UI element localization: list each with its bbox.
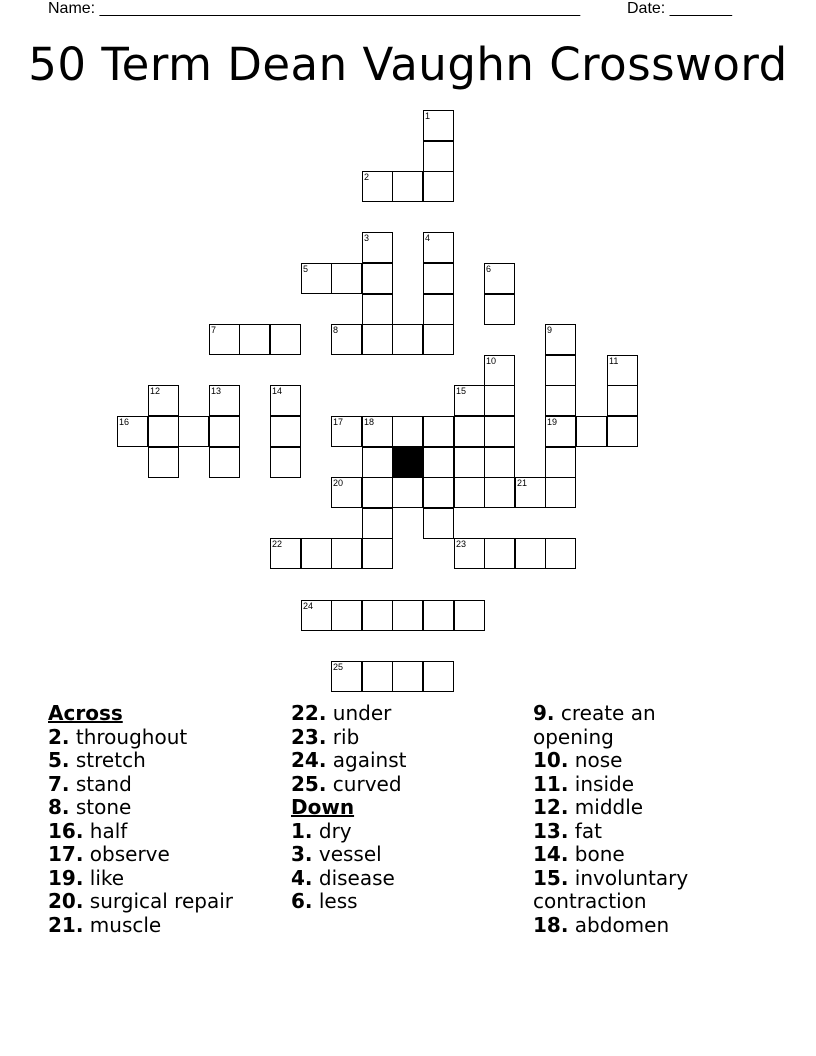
grid-cell[interactable] — [362, 508, 393, 539]
clue-number: 5 — [303, 264, 309, 274]
grid-cell[interactable] — [423, 263, 454, 294]
clue-number: 17 — [333, 417, 344, 427]
grid-cell[interactable] — [423, 232, 454, 263]
grid-cell[interactable] — [209, 385, 240, 416]
grid-cell[interactable] — [270, 416, 301, 447]
clue-number: 7 — [211, 325, 217, 335]
grid-cell[interactable] — [423, 324, 454, 355]
grid-cell[interactable] — [331, 661, 362, 692]
grid-cell[interactable] — [484, 538, 515, 569]
grid-cell[interactable] — [301, 600, 332, 631]
clue-number: 15 — [456, 386, 467, 396]
clue-across-7: 7. stand — [48, 771, 132, 796]
clue-number: 22 — [272, 539, 283, 549]
clue-number: 19 — [547, 417, 558, 427]
clue-across-21: 21. muscle — [48, 912, 162, 937]
grid-cell[interactable] — [270, 447, 301, 478]
clue-number: 12 — [150, 386, 161, 396]
grid-cell[interactable] — [270, 324, 301, 355]
grid-cell[interactable] — [362, 538, 393, 569]
grid-cell[interactable] — [423, 171, 454, 202]
grid-cell[interactable] — [362, 600, 393, 631]
grid-cell[interactable] — [362, 232, 393, 263]
grid-cell[interactable] — [301, 538, 332, 569]
grid-cell[interactable] — [545, 416, 576, 447]
clue-down-12: 12. middle — [533, 795, 644, 819]
grid-cell[interactable] — [545, 385, 576, 416]
grid-cell[interactable] — [454, 385, 485, 416]
clue-number: 16 — [119, 417, 130, 427]
grid-cell[interactable] — [607, 385, 638, 416]
clue-number: 24 — [303, 601, 314, 611]
clue-across-22: 22. under — [291, 701, 392, 725]
clue-number: 21 — [517, 478, 528, 488]
grid-cell[interactable] — [545, 477, 576, 508]
grid-cell[interactable] — [484, 263, 515, 294]
grid-cell[interactable] — [331, 477, 362, 508]
grid-cell[interactable] — [545, 355, 576, 386]
grid-cell[interactable] — [209, 324, 240, 355]
clue-number: 13 — [211, 386, 222, 396]
grid-cell[interactable] — [362, 294, 393, 325]
grid-cell[interactable] — [148, 385, 179, 416]
grid-cell[interactable] — [148, 416, 179, 447]
name-field-label: Name: ______________________________________________________ — [48, 0, 581, 17]
clue-down-13: 13. fat — [533, 818, 602, 843]
grid-cell[interactable] — [392, 324, 423, 355]
grid-cell[interactable] — [423, 416, 454, 447]
grid-cell[interactable] — [607, 355, 638, 386]
grid-cell[interactable] — [117, 416, 148, 447]
grid-cell[interactable] — [454, 477, 485, 508]
grid-cell[interactable] — [484, 447, 515, 478]
grid-cell[interactable] — [484, 416, 515, 447]
grid-cell[interactable] — [392, 661, 423, 692]
clues-column-2 — [291, 702, 407, 914]
grid-cell[interactable] — [331, 416, 362, 447]
clue-down-6: 6. less — [291, 889, 358, 913]
grid-cell[interactable] — [362, 416, 393, 447]
clue-number: 25 — [333, 662, 344, 672]
down-heading: Down — [291, 795, 355, 819]
grid-block-cell — [392, 447, 423, 478]
clue-down-15: 15. involuntary contraction — [533, 865, 689, 913]
date-field-label: Date: _______ — [627, 0, 732, 17]
clues-column-3 — [533, 702, 733, 937]
clue-down-3: 3. vessel — [291, 842, 382, 866]
clue-across-20: 20. surgical repair — [48, 889, 233, 913]
grid-cell[interactable] — [239, 324, 270, 355]
clue-down-4: 4. disease — [291, 865, 395, 890]
clue-number: 3 — [364, 233, 370, 243]
grid-cell[interactable] — [576, 416, 607, 447]
clue-number: 23 — [456, 539, 467, 549]
grid-cell[interactable] — [484, 355, 515, 386]
clue-number: 9 — [547, 325, 553, 335]
grid-cell[interactable] — [454, 538, 485, 569]
clue-down-9: 9. create an opening — [533, 701, 656, 749]
grid-cell[interactable] — [545, 324, 576, 355]
grid-cell[interactable] — [515, 477, 546, 508]
grid-cell[interactable] — [454, 447, 485, 478]
grid-cell[interactable] — [331, 324, 362, 355]
clue-number: 2 — [364, 172, 370, 182]
grid-cell[interactable] — [515, 538, 546, 569]
grid-cell[interactable] — [423, 600, 454, 631]
grid-cell[interactable] — [423, 294, 454, 325]
grid-cell[interactable] — [423, 508, 454, 539]
grid-cell[interactable] — [392, 600, 423, 631]
clue-across-2: 2. throughout — [48, 724, 188, 749]
clue-down-10: 10. nose — [533, 748, 623, 772]
grid-cell[interactable] — [362, 447, 393, 478]
clue-number: 18 — [364, 417, 375, 427]
grid-cell[interactable] — [362, 263, 393, 294]
clue-across-23: 23. rib — [291, 724, 360, 749]
clue-across-17: 17. observe — [48, 842, 170, 866]
clue-down-18: 18. abdomen — [533, 912, 670, 937]
grid-cell[interactable] — [423, 661, 454, 692]
clue-number: 11 — [609, 356, 619, 366]
clue-number: 8 — [333, 325, 339, 335]
clue-down-11: 11. inside — [533, 771, 635, 796]
grid-cell[interactable] — [331, 263, 362, 294]
clue-across-25: 25. curved — [291, 771, 402, 796]
clue-number: 10 — [486, 356, 497, 366]
grid-cell[interactable] — [148, 447, 179, 478]
grid-cell[interactable] — [362, 477, 393, 508]
clue-across-8: 8. stone — [48, 795, 132, 819]
clue-across-16: 16. half — [48, 818, 128, 843]
clue-across-24: 24. against — [291, 748, 407, 772]
grid-cell[interactable] — [423, 447, 454, 478]
clue-number: 1 — [425, 111, 431, 121]
across-heading: Across — [48, 701, 123, 725]
grid-cell[interactable] — [301, 263, 332, 294]
grid-cell[interactable] — [392, 416, 423, 447]
clue-across-5: 5. stretch — [48, 748, 146, 772]
grid-cell[interactable] — [270, 385, 301, 416]
clues-column-1 — [48, 702, 233, 937]
grid-cell[interactable] — [331, 538, 362, 569]
grid-cell[interactable] — [209, 416, 240, 447]
clue-across-19: 19. like — [48, 865, 125, 890]
grid-cell[interactable] — [423, 477, 454, 508]
grid-cell[interactable] — [484, 477, 515, 508]
grid-cell[interactable] — [423, 110, 454, 141]
grid-cell[interactable] — [454, 416, 485, 447]
grid-cell[interactable] — [484, 385, 515, 416]
grid-cell[interactable] — [484, 294, 515, 325]
grid-cell[interactable] — [362, 324, 393, 355]
clue-number: 4 — [425, 233, 431, 243]
grid-cell[interactable] — [545, 538, 576, 569]
grid-cell[interactable] — [545, 447, 576, 478]
clue-number: 14 — [272, 386, 283, 396]
clue-down-14: 14. bone — [533, 842, 625, 866]
grid-cell[interactable] — [392, 171, 423, 202]
clue-down-1: 1. dry — [291, 818, 352, 843]
grid-cell[interactable] — [392, 477, 423, 508]
grid-cell[interactable] — [362, 661, 393, 692]
grid-cell[interactable] — [209, 447, 240, 478]
grid-cell[interactable] — [331, 600, 362, 631]
grid-cell[interactable] — [607, 416, 638, 447]
grid-cell[interactable] — [362, 171, 393, 202]
grid-cell[interactable] — [423, 141, 454, 172]
grid-cell[interactable] — [454, 600, 485, 631]
grid-cell[interactable] — [270, 538, 301, 569]
grid-cell[interactable] — [178, 416, 209, 447]
clue-number: 20 — [333, 478, 344, 488]
clue-number: 6 — [486, 264, 492, 274]
page-title: 50 Term Dean Vaughn Crossword — [28, 38, 788, 91]
